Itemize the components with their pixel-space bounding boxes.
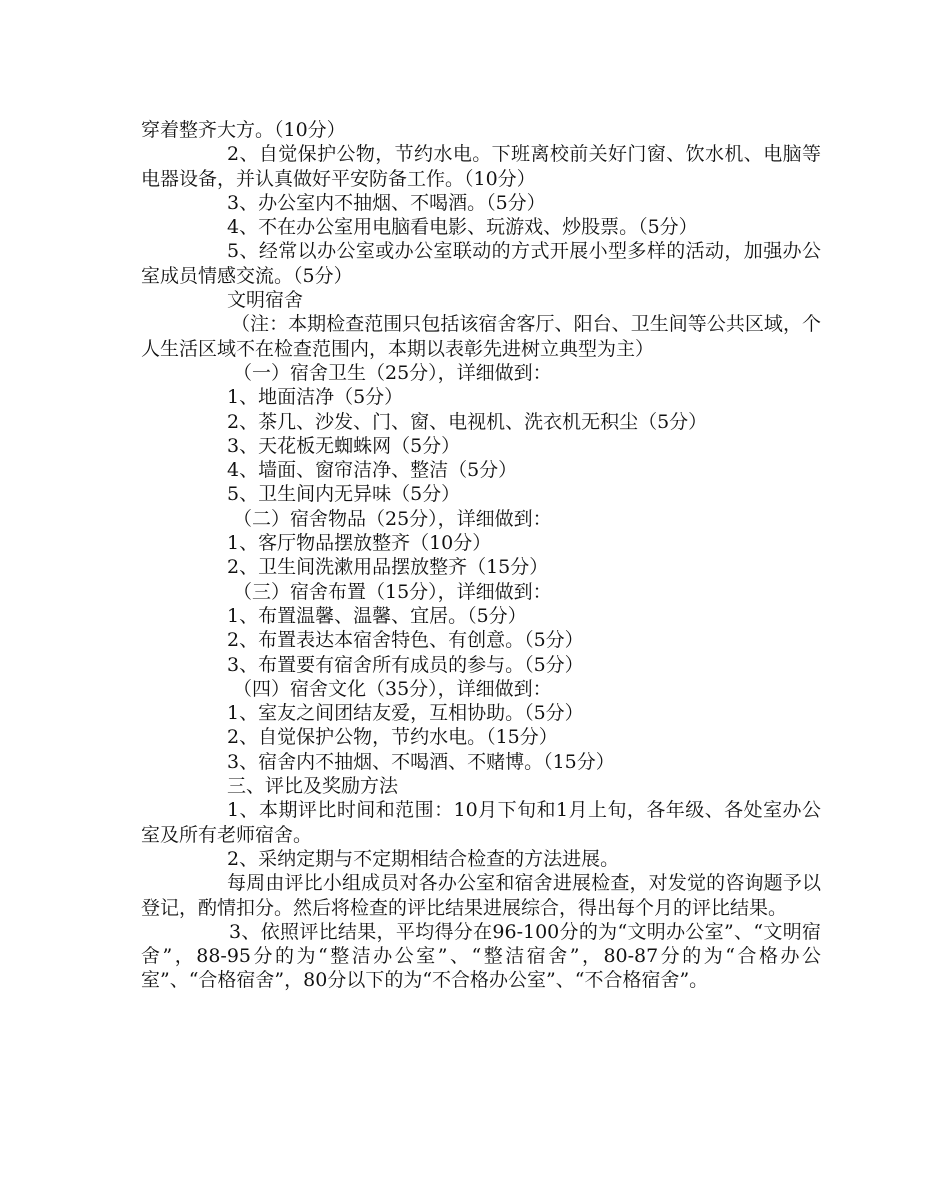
paragraph-line: 每周由评比小组成员对各办公室和宿舍进展检查，对发觉的咨询题予以登记，酌情扣分。然后将检查的评比结果进展综合，得出每个月的评比结果。 [141, 872, 821, 919]
subsection-heading: （三）宿舍布置（15分），详细做到： [233, 580, 552, 603]
list-item: 3、天花板无蜘蛛网（5分） [227, 434, 461, 457]
subsection-heading: （二）宿舍物品（25分），详细做到： [233, 507, 552, 530]
note-paragraph: （注：本期检查范围只包括该宿舍客厅、阳台、卫生间等公共区域，个人生活区域不在检查范围内，本期以表彰先进树立典型为主） [141, 313, 821, 360]
subsection-heading: （一）宿舍卫生（25分），详细做到： [233, 361, 552, 384]
subsection-heading: （四）宿舍文化（35分），详细做到： [233, 677, 552, 700]
list-item: 1、客厅物品摆放整齐（10分） [227, 532, 492, 555]
list-item: 3、宿舍内不抽烟、不喝酒、不赌博。（15分） [227, 750, 615, 773]
paragraph-line: 4、不在办公室用电脑看电影、玩游戏、炒股票。（5分） [227, 216, 698, 239]
paragraph-line: 2、自觉保护公物，节约水电。下班离校前关好门窗、饮水机、电脑等电器设备，并认真做好平安防备工作。（10分） [141, 143, 821, 190]
list-item: 2、布置表达本宿舍特色、有创意。（5分） [227, 629, 584, 652]
list-item: 1、地面洁净（5分） [227, 386, 404, 409]
list-item: 4、墙面、窗帘洁净、整洁（5分） [227, 459, 518, 482]
paragraph-line: 穿着整齐大方。（10分） [141, 119, 346, 141]
section-heading: 三、评比及奖励方法 [227, 775, 399, 798]
paragraph-line: 3、依照评比结果，平均得分在96-100分的为“文明办公室”、“文明宿舍”，88-95分的为“整洁办公室”、“整洁宿舍”，80-87分的为“合格办公室”、“合格宿舍”，80分以下的为“不合格办公室”、“不合格宿舍”。 [141, 920, 821, 992]
list-item: 1、室友之间团结友爱，互相协助。（5分） [227, 702, 584, 725]
paragraph-line: 2、采纳定期与不定期相结合检查的方法进展。 [227, 847, 620, 870]
list-item: 2、自觉保护公物，节约水电。（15分） [227, 726, 558, 749]
list-item: 3、布置要有宿舍所有成员的参与。（5分） [227, 653, 584, 676]
paragraph-line: 3、办公室内不抽烟、不喝酒。（5分） [227, 191, 546, 214]
paragraph-line: 1、本期评比时间和范围：10月下旬和1月上旬，各年级、各处室办公室及所有老师宿舍。 [141, 799, 821, 846]
list-item: 2、卫生间洗漱用品摆放整齐（15分） [227, 556, 549, 579]
paragraph-line: 5、经常以办公室或办公室联动的方式开展小型多样的活动，加强办公室成员情感交流。（5分） [141, 240, 821, 287]
list-item: 1、布置温馨、温馨、宜居。（5分） [227, 604, 527, 627]
document-page [141, 118, 821, 993]
list-item: 2、茶几、沙发、门、窗、电视机、洗衣机无积尘（5分） [227, 410, 708, 433]
list-item: 5、卫生间内无异味（5分） [227, 483, 461, 506]
section-heading: 文明宿舍 [227, 289, 304, 312]
